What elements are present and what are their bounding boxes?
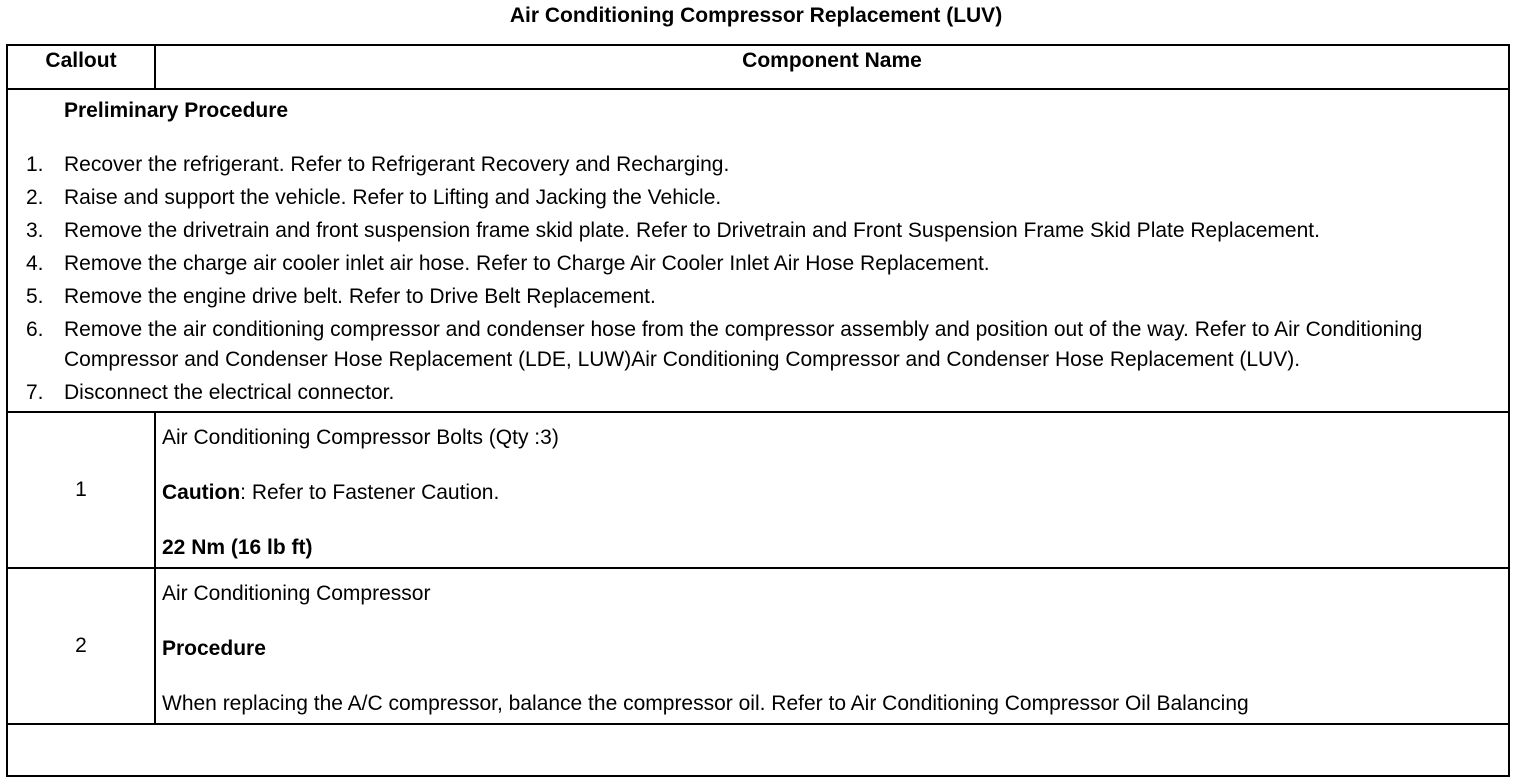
callout-number: 2 (8, 568, 155, 724)
callout-number: 1 (8, 412, 155, 568)
step-text: Remove the drivetrain and front suspension frame skid plate. Refer to Drivetrain and Front Suspension Frame Skid Plate Replacement. (64, 219, 1320, 242)
step-number: 2. (26, 186, 44, 209)
step-text: Remove the air conditioning compressor and condenser hose from the compressor assembly and position out of the way. Refer to Air Conditioning Compressor and Condenser Hose Replacement (LDE, LUW)Air Conditioning Compressor and Condenser Hose Replacement (LUV). (64, 318, 1423, 371)
step-text: Recover the refrigerant. Refer to Refrigerant Recovery and Recharging. (64, 153, 730, 176)
list-item (8, 183, 1508, 213)
table-row-callout-1 (8, 412, 1508, 568)
step-text: Remove the engine drive belt. Refer to Drive Belt Replacement. (64, 285, 656, 308)
component-cell (155, 568, 1508, 724)
step-text: Raise and support the vehicle. Refer to Lifting and Jacking the Vehicle. (64, 186, 722, 209)
list-item (8, 249, 1508, 279)
procedure-text: When replacing the A/C compressor, balance the compressor oil. Refer to Air Conditioning Compressor Oil Balancing (162, 692, 1249, 715)
list-item (8, 150, 1508, 180)
step-number: 5. (26, 285, 44, 308)
step-text: Disconnect the electrical connector. (64, 381, 395, 404)
caution-note (162, 478, 1502, 508)
step-text: Remove the charge air cooler inlet air hose. Refer to Charge Air Cooler Inlet Air Hose Replacement. (64, 252, 990, 275)
table-header-row (8, 46, 1508, 89)
component-name: Air Conditioning Compressor Bolts (Qty :3) (162, 426, 559, 449)
preliminary-procedure-row (8, 89, 1508, 412)
header-callout: Callout (8, 46, 155, 89)
preliminary-steps-list (8, 150, 1508, 408)
list-item (8, 378, 1508, 408)
list-item (8, 216, 1508, 246)
step-number: 7. (26, 381, 44, 404)
caution-text: Refer to Fastener Caution. (246, 481, 500, 504)
caution-label: Caution (162, 481, 241, 504)
procedure-table-frame (6, 44, 1510, 777)
procedure-label: Procedure (162, 637, 266, 660)
step-number: 1. (26, 153, 44, 176)
step-number: 6. (26, 318, 44, 341)
torque-spec: 22 Nm (16 lb ft) (162, 536, 313, 559)
list-item (8, 282, 1508, 312)
header-component-name: Component Name (155, 46, 1508, 89)
table-row-callout-2 (8, 568, 1508, 724)
component-name: Air Conditioning Compressor (162, 582, 431, 605)
caution-separator: : (240, 481, 246, 504)
preliminary-procedure-title: Preliminary Procedure (64, 99, 289, 122)
list-item (8, 315, 1508, 375)
page-title: Air Conditioning Compressor Replacement (LUV) (509, 4, 1003, 27)
preliminary-procedure-cell (8, 89, 1508, 412)
step-number: 3. (26, 219, 44, 242)
step-number: 4. (26, 252, 44, 275)
procedure-table (8, 46, 1508, 725)
component-cell (155, 412, 1508, 568)
